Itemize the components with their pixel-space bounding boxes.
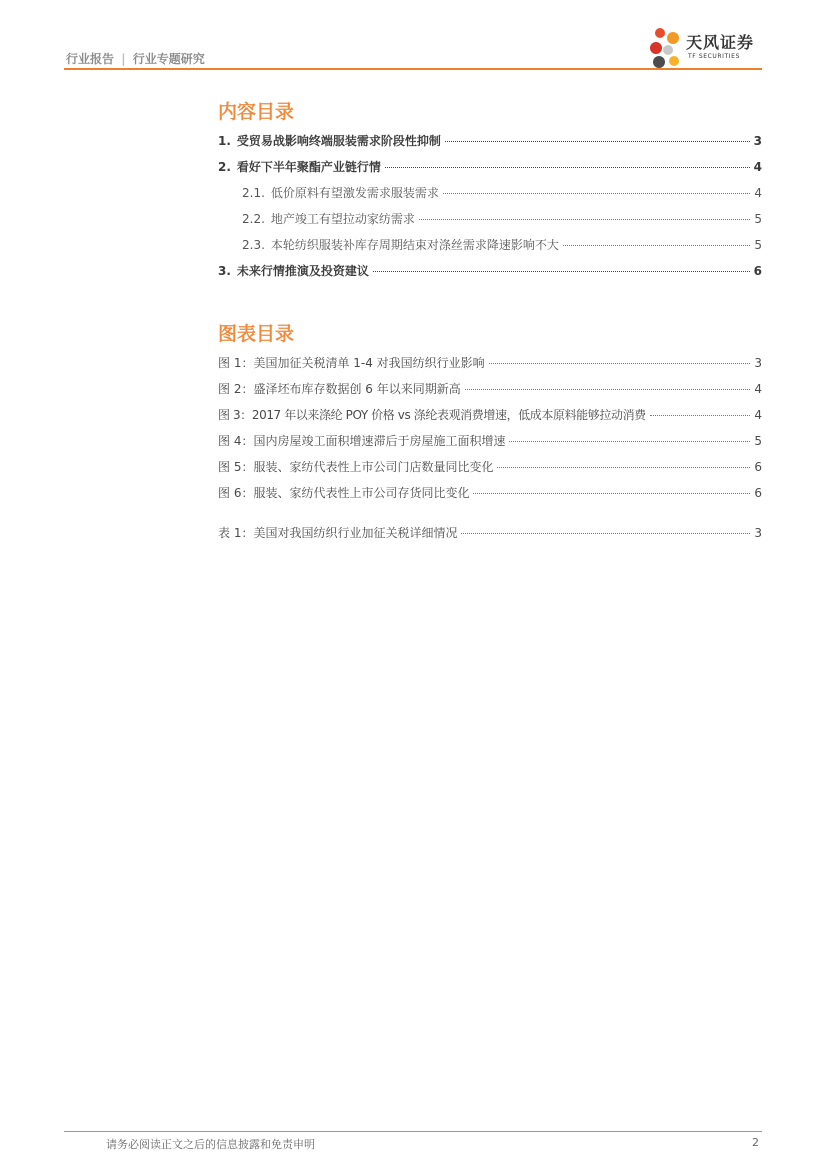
toc-entry[interactable] bbox=[218, 236, 762, 250]
contents-list bbox=[218, 132, 762, 288]
toc-page: 6 bbox=[753, 264, 762, 278]
figure-entry[interactable] bbox=[218, 354, 762, 368]
toc-page: 5 bbox=[754, 238, 762, 252]
toc-number: 2.3. bbox=[242, 238, 265, 252]
logo-name-en: TF SECURITIES bbox=[688, 53, 740, 60]
page-number: 2 bbox=[752, 1136, 759, 1149]
figure-text: 图 1：美国加征关税清单 1-4 对我国纺织行业影响 bbox=[218, 356, 485, 370]
toc-text: 地产竣工有望拉动家纺需求 bbox=[270, 212, 415, 226]
company-logo bbox=[648, 24, 768, 72]
toc-number: 2.1. bbox=[242, 186, 265, 200]
figure-entry[interactable] bbox=[218, 484, 762, 498]
figures-title: 图表目录 bbox=[218, 323, 295, 345]
leader-dots bbox=[443, 193, 750, 194]
figure-text: 图 3：2017 年以来涤纶 POY 价格 vs 涤纶表观消费增速，低成本原料能够拉动消费 bbox=[218, 408, 646, 422]
toc-page: 4 bbox=[754, 186, 762, 200]
category-text: 行业报告 bbox=[66, 52, 115, 66]
figure-page: 4 bbox=[754, 408, 762, 422]
toc-entry[interactable] bbox=[218, 262, 762, 276]
toc-number: 3. bbox=[218, 264, 231, 278]
subcategory-text: 行业专题研究 bbox=[132, 52, 205, 66]
figure-entry[interactable] bbox=[218, 458, 762, 472]
toc-text: 低价原料有望激发需求服装需求 bbox=[270, 186, 439, 200]
leader-dots bbox=[465, 389, 750, 390]
toc-text: 未来行情推演及投资建议 bbox=[236, 264, 369, 278]
figure-text: 图 4：国内房屋竣工面积增速滞后于房屋施工面积增速 bbox=[218, 434, 506, 448]
toc-entry[interactable] bbox=[218, 184, 762, 198]
table-text: 表 1：美国对我国纺织行业加征关税详细情况 bbox=[218, 526, 458, 540]
figure-page: 4 bbox=[754, 382, 762, 396]
figure-page: 5 bbox=[754, 434, 762, 448]
toc-number: 1. bbox=[218, 134, 231, 148]
figure-page: 3 bbox=[754, 356, 762, 370]
table-page: 3 bbox=[754, 526, 762, 540]
report-category bbox=[66, 50, 205, 67]
toc-page: 4 bbox=[753, 160, 762, 174]
toc-number: 2.2. bbox=[242, 212, 265, 226]
toc-number: 2. bbox=[218, 160, 231, 174]
figure-entry[interactable] bbox=[218, 406, 762, 420]
leader-dots bbox=[419, 219, 750, 220]
toc-entry[interactable] bbox=[218, 158, 762, 172]
leader-dots bbox=[445, 141, 750, 142]
toc-text: 受贸易战影响终端服装需求阶段性抑制 bbox=[236, 134, 441, 148]
leader-dots bbox=[650, 415, 750, 416]
figures-list bbox=[218, 354, 762, 510]
figure-text: 图 2：盛泽坯布库存数据创 6 年以来同期新高 bbox=[218, 382, 461, 396]
footer-divider bbox=[64, 1131, 762, 1132]
logo-name-cn: 天风证券 bbox=[686, 33, 755, 52]
toc-text: 看好下半年聚酯产业链行情 bbox=[236, 160, 381, 174]
leader-dots bbox=[509, 441, 750, 442]
figure-page: 6 bbox=[754, 460, 762, 474]
footer-disclaimer: 请务必阅读正文之后的信息披露和免责申明 bbox=[106, 1138, 315, 1151]
figure-page: 6 bbox=[754, 486, 762, 500]
flower-logo-icon bbox=[648, 24, 688, 72]
leader-dots bbox=[489, 363, 750, 364]
leader-dots bbox=[563, 245, 750, 246]
category-separator: | bbox=[121, 52, 126, 66]
toc-entry[interactable] bbox=[218, 132, 762, 146]
leader-dots bbox=[385, 167, 750, 168]
figure-text: 图 5：服装、家纺代表性上市公司门店数量同比变化 bbox=[218, 460, 494, 474]
toc-page: 5 bbox=[754, 212, 762, 226]
figure-entry[interactable] bbox=[218, 380, 762, 394]
toc-page: 3 bbox=[753, 134, 762, 148]
toc-entry[interactable] bbox=[218, 210, 762, 224]
leader-dots bbox=[461, 533, 750, 534]
figure-entry[interactable] bbox=[218, 432, 762, 446]
contents-title: 内容目录 bbox=[218, 101, 295, 123]
figure-text: 图 6：服装、家纺代表性上市公司存货同比变化 bbox=[218, 486, 470, 500]
tables-list bbox=[218, 524, 762, 550]
header-divider bbox=[64, 68, 762, 70]
leader-dots bbox=[473, 493, 750, 494]
leader-dots bbox=[373, 271, 750, 272]
leader-dots bbox=[497, 467, 750, 468]
toc-text: 本轮纺织服装补库存周期结束对涤丝需求降速影响不大 bbox=[270, 238, 559, 252]
table-entry[interactable] bbox=[218, 524, 762, 538]
